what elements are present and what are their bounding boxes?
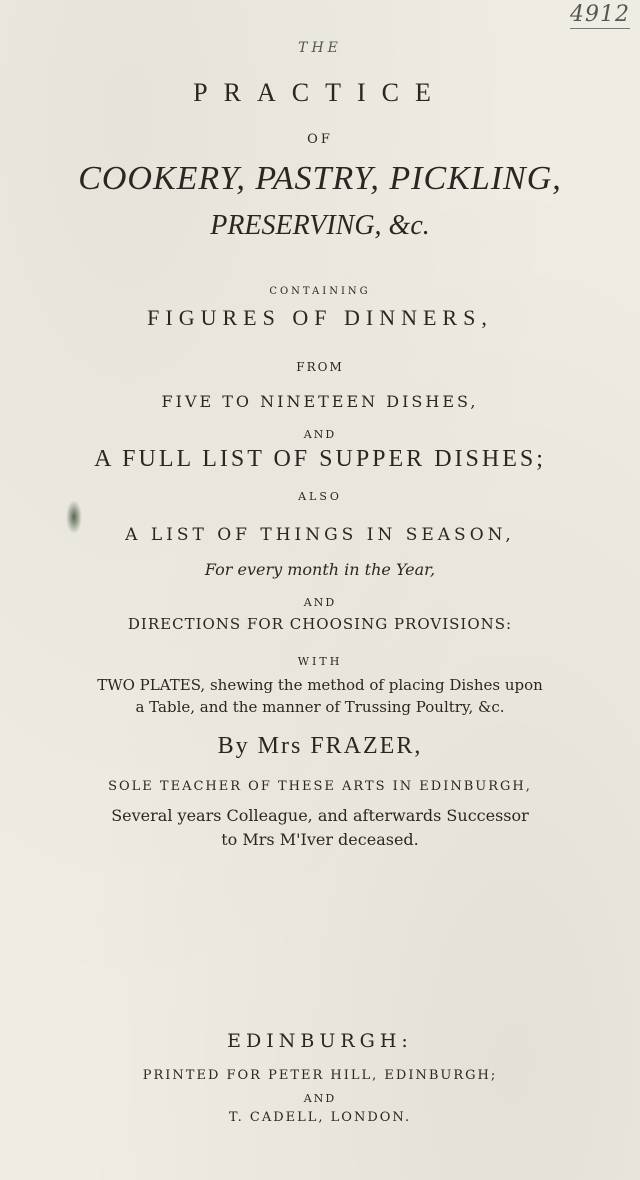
title-the: THE [298, 40, 342, 56]
directions-provisions: DIRECTIONS FOR CHOOSING PROVISIONS: [127, 615, 513, 633]
five-to-nineteen: FIVE TO NINETEEN DISHES, [161, 392, 479, 411]
imprint-cadell: T. CADELL, LONDON. [228, 1110, 412, 1125]
and-label-2: AND [303, 596, 337, 609]
imprint-printer: PRINTED FOR PETER HILL, EDINBURGH; [142, 1068, 498, 1083]
colleague-line2: to Mrs M'Iver deceased. [221, 830, 419, 849]
author-line: By Mrs FRAZER, [217, 733, 423, 759]
with-label: WITH [297, 655, 343, 668]
from-label: FROM [296, 360, 344, 374]
things-in-season: A LIST OF THINGS IN SEASON, [125, 525, 515, 545]
full-list-supper: A FULL LIST OF SUPPER DISHES; [94, 446, 546, 472]
containing-label: CONTAINING [269, 286, 371, 297]
plates-line2: a Table, and the manner of Trussing Poultry, &c. [135, 698, 505, 716]
also-label: ALSO [298, 490, 342, 503]
title-of: OF [307, 132, 333, 147]
author-role: SOLE TEACHER OF THESE ARTS IN EDINBURGH, [108, 779, 532, 794]
imprint-city: EDINBURGH: [227, 1030, 413, 1052]
title-subjects-line1: COOKERY, PASTRY, PICKLING, [78, 160, 562, 197]
shelfmark: 4912 [570, 2, 630, 29]
colleague-line1: Several years Colleague, and afterwards Successor [111, 806, 529, 825]
title-subjects-line2: PRESERVING, &c. [210, 210, 430, 241]
plates-line1: TWO PLATES, shewing the method of placing Dishes upon [97, 676, 543, 694]
figures-of-dinners: FIGURES OF DINNERS, [147, 305, 493, 330]
imprint-and: AND [303, 1092, 337, 1105]
and-label-1: AND [303, 428, 337, 441]
title-practice: PRACTICE [193, 78, 447, 107]
every-month: For every month in the Year, [204, 560, 436, 579]
